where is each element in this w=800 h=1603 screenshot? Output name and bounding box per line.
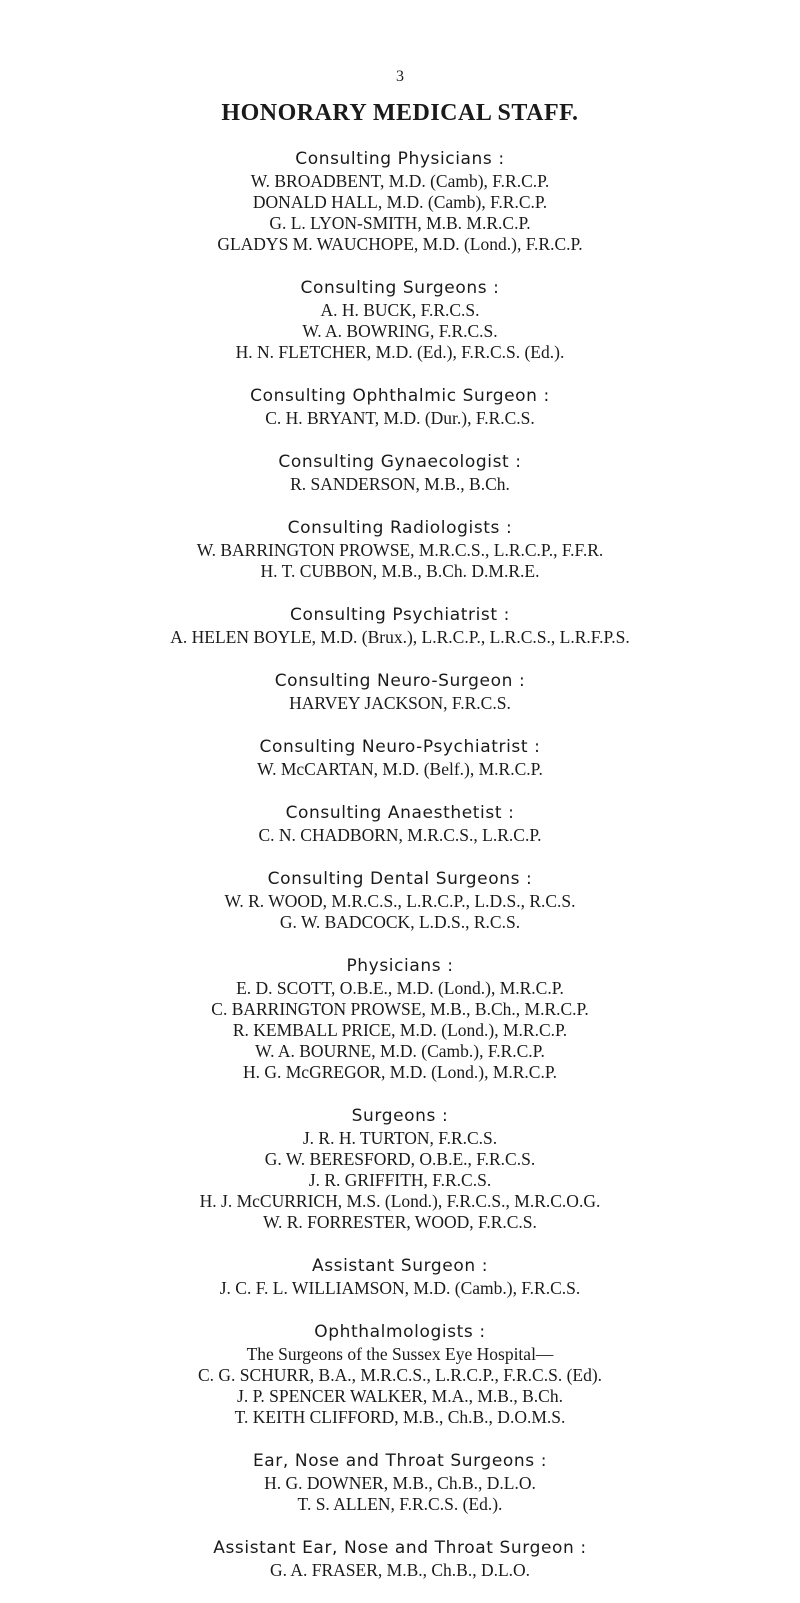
section-consulting-ophthalmic-surgeon xyxy=(0,385,800,429)
staff-entry: C. G. SCHURR, B.A., M.R.C.S., L.R.C.P., F.R.C.S. (Ed). xyxy=(197,1365,603,1385)
section-heading: Consulting Gynaecologist : xyxy=(278,452,522,472)
section-assistant-ent-surgeon xyxy=(0,1537,800,1581)
staff-entry: C. H. BRYANT, M.D. (Dur.), F.R.C.S. xyxy=(265,408,535,428)
section-heading: Ophthalmologists : xyxy=(314,1322,486,1342)
staff-entry: W. A. BOURNE, M.D. (Camb.), F.R.C.P. xyxy=(255,1041,545,1061)
staff-entry: W. McCARTAN, M.D. (Belf.), M.R.C.P. xyxy=(257,759,543,779)
section-heading: Consulting Neuro-Surgeon : xyxy=(274,671,526,691)
staff-entry: H. G. McGREGOR, M.D. (Lond.), M.R.C.P. xyxy=(242,1062,558,1082)
staff-entry: T. S. ALLEN, F.R.C.S. (Ed.). xyxy=(297,1494,503,1514)
page-number: 3 xyxy=(396,68,404,85)
staff-entry: J. R. GRIFFITH, F.R.C.S. xyxy=(308,1170,492,1190)
section-assistant-surgeon xyxy=(0,1255,800,1299)
staff-entry: G. L. LYON-SMITH, M.B. M.R.C.P. xyxy=(269,213,531,233)
staff-entry: H. G. DOWNER, M.B., Ch.B., D.L.O. xyxy=(264,1473,536,1493)
staff-entry: W. BARRINGTON PROWSE, M.R.C.S., L.R.C.P., F.F.R. xyxy=(196,540,604,560)
staff-entry: HARVEY JACKSON, F.R.C.S. xyxy=(289,693,511,713)
staff-entry: GLADYS M. WAUCHOPE, M.D. (Lond.), F.R.C.P. xyxy=(217,234,583,254)
section-consulting-anaesthetist xyxy=(0,802,800,846)
staff-entry: C. BARRINGTON PROWSE, M.B., B.Ch., M.R.C.P. xyxy=(211,999,589,1019)
section-heading: Consulting Neuro-Psychiatrist : xyxy=(259,737,541,757)
section-heading: Consulting Surgeons : xyxy=(300,278,500,298)
section-surgeons xyxy=(0,1105,800,1233)
section-ophthalmologists xyxy=(0,1321,800,1428)
section-consulting-radiologists xyxy=(0,517,800,582)
section-consulting-neuro-surgeon xyxy=(0,670,800,714)
section-heading: Consulting Anaesthetist : xyxy=(285,803,515,823)
staff-entry: C. N. CHADBORN, M.R.C.S., L.R.C.P. xyxy=(258,825,542,845)
section-heading: Surgeons : xyxy=(351,1106,449,1126)
section-heading: Consulting Physicians : xyxy=(295,149,505,169)
section-ent-surgeons xyxy=(0,1450,800,1515)
staff-entry: J. C. F. L. WILLIAMSON, M.D. (Camb.), F.R.C.S. xyxy=(219,1278,581,1298)
section-physicians xyxy=(0,955,800,1083)
section-consulting-psychiatrist xyxy=(0,604,800,648)
staff-entry: W. R. FORRESTER, WOOD, F.R.C.S. xyxy=(263,1212,537,1232)
staff-entry: J. R. H. TURTON, F.R.C.S. xyxy=(302,1128,498,1148)
staff-entry: G. W. BADCOCK, L.D.S., R.C.S. xyxy=(279,912,521,932)
staff-entry: R. SANDERSON, M.B., B.Ch. xyxy=(290,474,510,494)
staff-entry: A. HELEN BOYLE, M.D. (Brux.), L.R.C.P., L.R.C.S., L.R.F.P.S. xyxy=(170,627,630,647)
staff-entry: T. KEITH CLIFFORD, M.B., Ch.B., D.O.M.S. xyxy=(234,1407,566,1427)
staff-entry: W. BROADBENT, M.D. (Camb), F.R.C.P. xyxy=(250,171,550,191)
section-heading: Assistant Ear, Nose and Throat Surgeon : xyxy=(213,1538,587,1558)
section-consulting-physicians xyxy=(0,148,800,255)
staff-sections xyxy=(0,148,800,1603)
staff-entry: H. T. CUBBON, M.B., B.Ch. D.M.R.E. xyxy=(260,561,540,581)
section-heading: Consulting Psychiatrist : xyxy=(290,605,510,625)
section-consulting-gynaecologist xyxy=(0,451,800,495)
section-heading: Consulting Dental Surgeons : xyxy=(267,869,533,889)
staff-entry: J. P. SPENCER WALKER, M.A., M.B., B.Ch. xyxy=(237,1386,563,1406)
page-title: HONORARY MEDICAL STAFF. xyxy=(221,100,579,126)
staff-entry: W. A. BOWRING, F.R.C.S. xyxy=(302,321,498,341)
section-consulting-dental-surgeons xyxy=(0,868,800,933)
staff-entry: W. R. WOOD, M.R.C.S., L.R.C.P., L.D.S., R.C.S. xyxy=(224,891,576,911)
staff-entry: E. D. SCOTT, O.B.E., M.D. (Lond.), M.R.C.P. xyxy=(236,978,564,998)
staff-entry: R. KEMBALL PRICE, M.D. (Lond.), M.R.C.P. xyxy=(232,1020,568,1040)
section-heading: Physicians : xyxy=(346,956,454,976)
staff-entry: DONALD HALL, M.D. (Camb), F.R.C.P. xyxy=(252,192,548,212)
staff-entry: A. H. BUCK, F.R.C.S. xyxy=(320,300,480,320)
section-heading: Ear, Nose and Throat Surgeons : xyxy=(252,1451,548,1471)
staff-entry: H. N. FLETCHER, M.D. (Ed.), F.R.C.S. (Ed.). xyxy=(235,342,565,362)
staff-entry: The Surgeons of the Sussex Eye Hospital— xyxy=(246,1344,554,1364)
staff-entry: H. J. McCURRICH, M.S. (Lond.), F.R.C.S., M.R.C.O.G. xyxy=(199,1191,601,1211)
staff-entry: G. W. BERESFORD, O.B.E., F.R.C.S. xyxy=(264,1149,536,1169)
section-heading: Consulting Ophthalmic Surgeon : xyxy=(250,386,550,406)
section-consulting-surgeons xyxy=(0,277,800,363)
section-heading: Assistant Surgeon : xyxy=(311,1256,489,1276)
staff-entry: G. A. FRASER, M.B., Ch.B., D.L.O. xyxy=(269,1560,531,1580)
section-consulting-neuro-psychiatrist xyxy=(0,736,800,780)
section-heading: Consulting Radiologists : xyxy=(287,518,513,538)
